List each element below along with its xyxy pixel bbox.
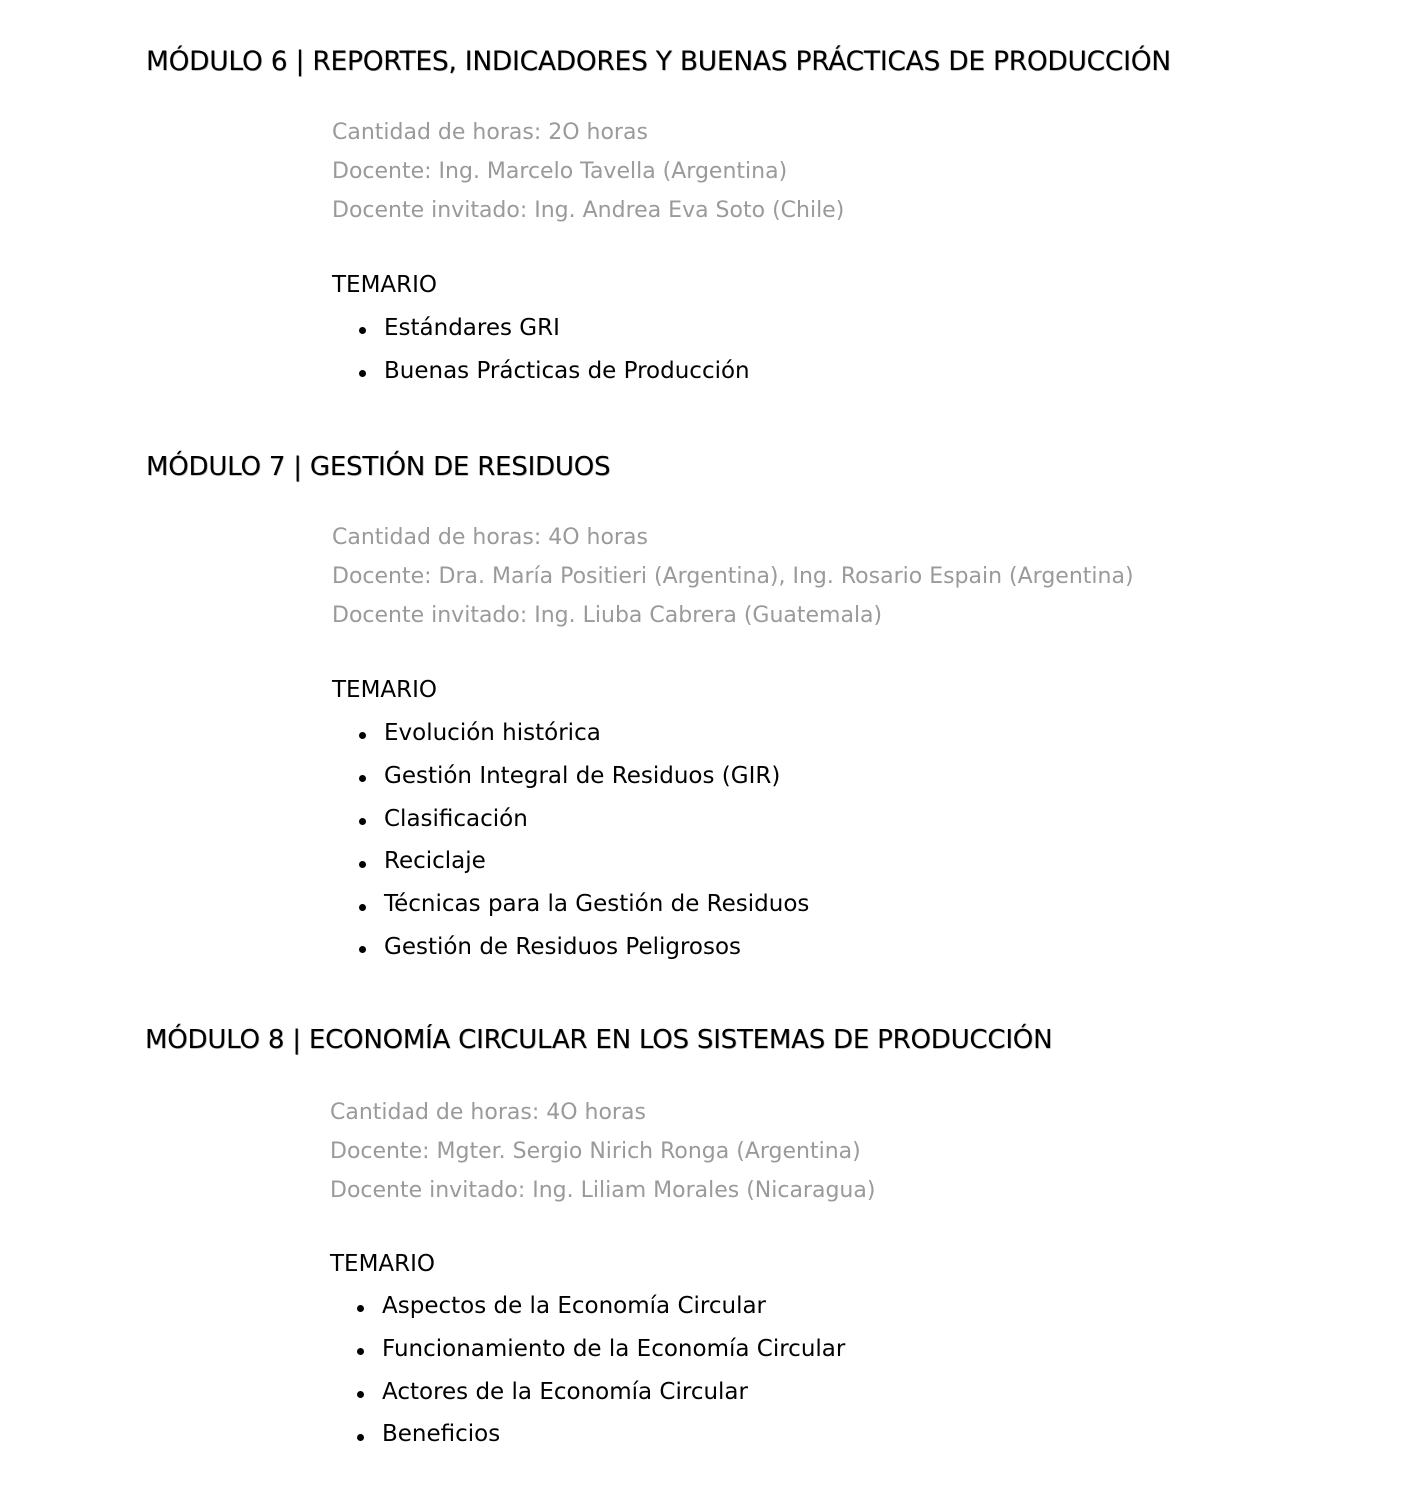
list-item bbox=[332, 350, 750, 393]
topic-label: Evolución histórica bbox=[384, 720, 601, 746]
module-6-hours: Cantidad de horas: 2O horas bbox=[332, 120, 648, 145]
bullet-icon bbox=[359, 775, 366, 782]
list-item bbox=[332, 883, 809, 926]
bullet-icon bbox=[359, 818, 366, 825]
topic-label: Reciclaje bbox=[384, 848, 486, 875]
topic-label: Buenas Prácticas de Producción bbox=[384, 357, 750, 384]
module-6-title: MÓDULO 6 | REPORTES, INDICADORES Y BUENAS PRÁCTICAS DE PRODUCCIÓN bbox=[146, 46, 1171, 77]
list-item bbox=[330, 1371, 845, 1414]
list-item bbox=[330, 1413, 845, 1456]
topic-label: Técnicas para la Gestión de Residuos bbox=[384, 891, 810, 918]
list-item bbox=[332, 307, 750, 350]
list-item bbox=[330, 1285, 845, 1328]
module-8-info bbox=[330, 1093, 875, 1210]
list-item bbox=[330, 1328, 845, 1371]
topic-label: Funcionamiento de la Economía Circular bbox=[382, 1335, 846, 1362]
bullet-icon bbox=[359, 327, 366, 334]
bullet-icon bbox=[359, 861, 366, 868]
topic-label: Clasificación bbox=[384, 805, 528, 832]
topic-label: Estándares GRI bbox=[384, 315, 560, 341]
list-item bbox=[332, 755, 809, 798]
module-7-guest-teacher: Docente invitado: Ing. Liuba Cabrera (Guatemala) bbox=[332, 603, 883, 628]
module-6-teacher: Docente: Ing. Marcelo Tavella (Argentina) bbox=[332, 159, 788, 184]
bullet-icon bbox=[359, 904, 366, 911]
bullet-icon bbox=[357, 1391, 364, 1398]
module-8-guest-teacher: Docente invitado: Ing. Liliam Morales (Nicaragua) bbox=[330, 1178, 876, 1203]
module-8-teacher: Docente: Mgter. Sergio Nirich Ronga (Argentina) bbox=[330, 1139, 861, 1164]
topic-label: Beneficios bbox=[382, 1421, 501, 1448]
list-item bbox=[332, 712, 809, 755]
bullet-icon bbox=[357, 1434, 364, 1441]
bullet-icon bbox=[357, 1305, 364, 1312]
module-6-info bbox=[332, 113, 844, 230]
module-6-temario-label: TEMARIO bbox=[332, 272, 438, 298]
module-8-topic-list bbox=[330, 1285, 845, 1456]
topic-label: Aspectos de la Economía Circular bbox=[382, 1293, 767, 1319]
module-8-hours: Cantidad de horas: 4O horas bbox=[330, 1100, 646, 1125]
module-8-title: MÓDULO 8 | ECONOMÍA CIRCULAR EN LOS SISTEMAS DE PRODUCCIÓN bbox=[145, 1025, 1053, 1055]
module-7-info bbox=[332, 518, 1134, 635]
module-7-title: MÓDULO 7 | GESTIÓN DE RESIDUOS bbox=[146, 452, 611, 482]
module-6-guest-teacher: Docente invitado: Ing. Andrea Eva Soto (Chile) bbox=[332, 198, 845, 223]
topic-label: Actores de la Economía Circular bbox=[382, 1378, 748, 1405]
bullet-icon bbox=[359, 946, 366, 953]
module-7-teacher: Docente: Dra. María Positieri (Argentina), Ing. Rosario Espain (Argentina) bbox=[332, 564, 1134, 589]
bullet-icon bbox=[359, 370, 366, 377]
module-7-topic-list bbox=[332, 712, 809, 969]
list-item bbox=[332, 798, 809, 841]
module-8-temario-label: TEMARIO bbox=[330, 1251, 436, 1277]
topic-label: Gestión Integral de Residuos (GIR) bbox=[384, 762, 781, 789]
topic-label: Gestión de Residuos Peligrosos bbox=[384, 933, 742, 960]
bullet-icon bbox=[357, 1348, 364, 1355]
module-7-hours: Cantidad de horas: 4O horas bbox=[332, 525, 648, 550]
bullet-icon bbox=[359, 732, 366, 739]
list-item bbox=[332, 840, 809, 883]
list-item bbox=[332, 926, 809, 969]
module-7-temario-label: TEMARIO bbox=[332, 677, 438, 703]
module-6-topic-list bbox=[332, 307, 750, 393]
